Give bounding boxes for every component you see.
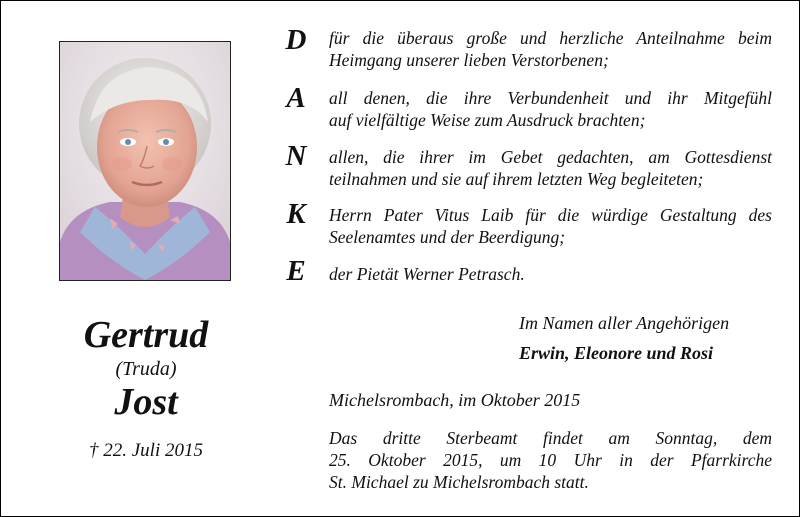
danke-line: teilnahmen und sie auf ihrem letzten Weg begleiteten; bbox=[329, 169, 704, 189]
danke-text-e bbox=[329, 263, 772, 285]
danke-text-a bbox=[329, 87, 772, 131]
danke-letter-n: N bbox=[285, 140, 307, 172]
place-date: Michelsrombach, im Oktober 2015 bbox=[329, 390, 581, 410]
nickname: (Truda) bbox=[115, 358, 177, 380]
danke-line: allen, die ihrer im Gebet gedachten, am Gottesdienst bbox=[329, 147, 772, 167]
danke-line: Herrn Pater Vitus Laib für die würdige Gestaltung des bbox=[329, 205, 772, 225]
danke-letter-k: K bbox=[286, 198, 306, 230]
last-name: Jost bbox=[114, 381, 178, 423]
service-line: St. Michael zu Michelsrombach statt. bbox=[329, 472, 589, 492]
service-line: Das dritte Sterbeamt findet am Sonntag, dem bbox=[329, 428, 772, 448]
signature-intro: Im Namen aller Angehörigen bbox=[519, 313, 730, 333]
first-name: Gertrud bbox=[83, 314, 209, 356]
danke-line: Seelenamtes und der Beerdigung; bbox=[329, 227, 566, 247]
danke-letter-a: A bbox=[286, 82, 306, 114]
portrait-image bbox=[60, 42, 230, 280]
death-date: † 22. Juli 2015 bbox=[89, 440, 203, 461]
danke-letter-e: E bbox=[286, 255, 306, 287]
danke-line: auf vielfältige Weise zum Ausdruck brachten; bbox=[329, 110, 646, 130]
danke-letter-d: D bbox=[285, 24, 307, 56]
deceased-name-block bbox=[31, 313, 261, 463]
portrait-photo bbox=[59, 41, 231, 281]
danke-text-k bbox=[329, 204, 772, 248]
danke-line: für die überaus große und herzliche Anteilnahme beim bbox=[329, 28, 772, 48]
danke-text-d bbox=[329, 27, 772, 71]
service-line: 25. Oktober 2015, um 10 Uhr in der Pfarrkirche bbox=[329, 450, 772, 470]
signature-names: Erwin, Eleonore und Rosi bbox=[519, 343, 714, 363]
danke-line: all denen, die ihre Verbundenheit und ihr Mitgefühl bbox=[329, 88, 772, 108]
danke-line: Heimgang unserer lieben Verstorbenen; bbox=[329, 50, 609, 70]
danke-text-n bbox=[329, 146, 772, 190]
service-announcement bbox=[329, 427, 772, 493]
danke-line: der Pietät Werner Petrasch. bbox=[329, 264, 525, 284]
